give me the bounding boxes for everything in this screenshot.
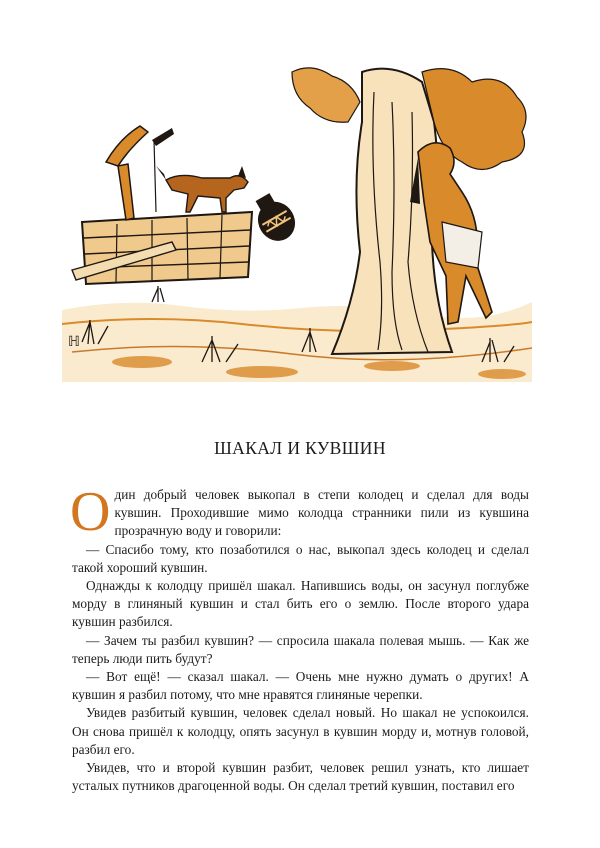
story-text — [70, 481, 529, 795]
paragraph: Увидев разбитый кувшин, человек сделал новый. Но шакал не успокоился. Он снова пришёл к колодцу, опять засунул в кувшин морду и, мотнув головой, разбил его. — [72, 705, 529, 757]
jackal — [156, 166, 248, 212]
paragraph: — Зачем ты разбил кувшин? — спросила шакала полевая мышь. — Как же теперь люди пить будут? — [72, 632, 529, 666]
paragraph: Однажды к колодцу пришёл шакал. Напившись воды, он засунул поглубже морду в глиняный кувшин и стал бить его о землю. После второго удара кувшин разбился. — [72, 578, 529, 630]
jug — [247, 188, 302, 248]
first-paragraph-text: дин добрый человек выкопал в степи колодец и сделал для воды кувшин. Проходившие мимо колодца странники пили из кувшина прозрачную воду и говорили: — [114, 487, 529, 539]
first-paragraph — [70, 481, 529, 543]
paragraph: — Спасибо тому, кто позаботился о нас, выкопал здесь колодец и сделал такой хороший кувшин. — [72, 541, 529, 575]
artist-monogram: ℍ — [68, 334, 80, 350]
jackal-at-well-illustration — [62, 62, 532, 382]
paragraph: — Вот ещё! — сказал шакал. — Очень мне нужно думать о других! А кувшин я разбил потому, что мне нравятся глиняные черепки. — [72, 669, 529, 703]
story-title: ШАКАЛ И КУВШИН — [214, 438, 386, 458]
drop-cap: О — [70, 481, 111, 543]
paragraph: Увидев, что и второй кувшин разбит, человек решил узнать, кто лишает усталых путников драгоценной воды. Он сделал третий кувшин, поставил его — [72, 760, 529, 794]
